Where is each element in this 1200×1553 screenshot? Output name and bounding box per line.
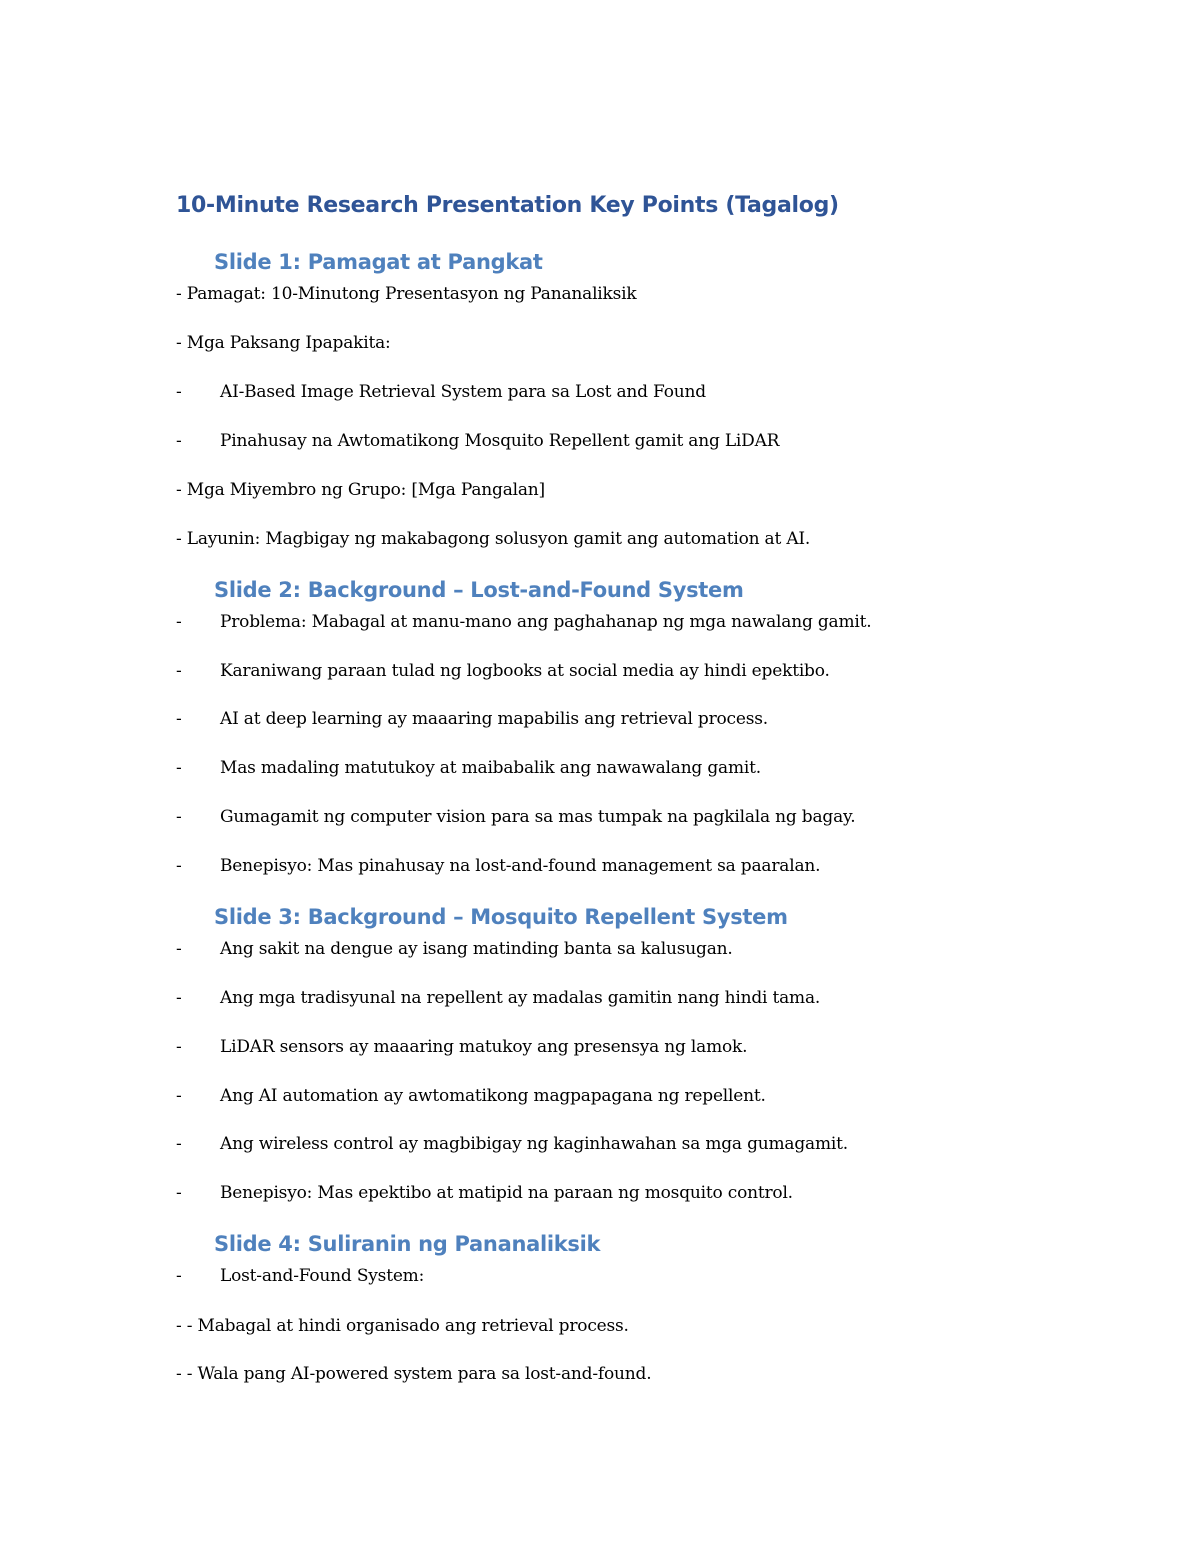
bullet-dash: - xyxy=(176,1183,182,1203)
slide1-goal-line: - Layunin: Magbigay ng makabagong solusyon gamit ang automation at AI. xyxy=(176,529,811,549)
bullet-dash: - xyxy=(176,758,182,778)
bullet-dash: - xyxy=(176,709,182,729)
bullet-dash: - xyxy=(176,382,182,402)
bullet-text: Ang mga tradisyunal na repellent ay madalas gamitin nang hindi tama. xyxy=(220,988,821,1008)
bullet-text: Lost-and-Found System: xyxy=(220,1266,425,1286)
document-title: 10-Minute Research Presentation Key Points (Tagalog) xyxy=(176,193,839,218)
bullet-text: AI-Based Image Retrieval System para sa Lost and Found xyxy=(220,382,706,402)
bullet-text: Gumagamit ng computer vision para sa mas tumpak na pagkilala ng bagay. xyxy=(220,807,856,827)
slide1-members-line: - Mga Miyembro ng Grupo: [Mga Pangalan] xyxy=(176,480,545,500)
bullet-dash: - xyxy=(176,1134,182,1154)
bullet-dash: - xyxy=(176,1037,182,1057)
slide4-line-1: - - Mabagal at hindi organisado ang retrieval process. xyxy=(176,1316,629,1336)
bullet-text: Pinahusay na Awtomatikong Mosquito Repellent gamit ang LiDAR xyxy=(220,431,780,451)
bullet-text: Benepisyo: Mas pinahusay na lost-and-found management sa paaralan. xyxy=(220,856,821,876)
bullet-dash: - xyxy=(176,612,182,632)
bullet-text: Ang AI automation ay awtomatikong magpapagana ng repellent. xyxy=(220,1086,766,1106)
bullet-dash: - xyxy=(176,661,182,681)
bullet-dash: - xyxy=(176,856,182,876)
bullet-dash: - xyxy=(176,807,182,827)
bullet-dash: - xyxy=(176,1266,182,1286)
slide1-topics-line: - Mga Paksang Ipapakita: xyxy=(176,333,391,353)
bullet-dash: - xyxy=(176,1086,182,1106)
bullet-dash: - xyxy=(176,988,182,1008)
bullet-text: Problema: Mabagal at manu-mano ang paghahanap ng mga nawalang gamit. xyxy=(220,612,872,632)
bullet-text: Ang wireless control ay magbibigay ng kaginhawahan sa mga gumagamit. xyxy=(220,1134,848,1154)
bullet-dash: - xyxy=(176,431,182,451)
slide3-heading: Slide 3: Background – Mosquito Repellent System xyxy=(214,905,788,929)
bullet-text: Benepisyo: Mas epektibo at matipid na paraan ng mosquito control. xyxy=(220,1183,793,1203)
slide4-line-2: - - Wala pang AI-powered system para sa lost-and-found. xyxy=(176,1364,652,1384)
slide4-heading: Slide 4: Suliranin ng Pananaliksik xyxy=(214,1232,601,1256)
bullet-text: LiDAR sensors ay maaaring matukoy ang presensya ng lamok. xyxy=(220,1037,748,1057)
bullet-text: Karaniwang paraan tulad ng logbooks at social media ay hindi epektibo. xyxy=(220,661,830,681)
bullet-text: AI at deep learning ay maaaring mapabilis ang retrieval process. xyxy=(220,709,768,729)
slide2-heading: Slide 2: Background – Lost-and-Found System xyxy=(214,578,744,602)
bullet-text: Mas madaling matutukoy at maibabalik ang nawawalang gamit. xyxy=(220,758,761,778)
slide1-heading: Slide 1: Pamagat at Pangkat xyxy=(214,250,543,274)
slide1-title-line: - Pamagat: 10-Minutong Presentasyon ng Pananaliksik xyxy=(176,284,637,304)
bullet-dash: - xyxy=(176,939,182,959)
bullet-text: Ang sakit na dengue ay isang matinding banta sa kalusugan. xyxy=(220,939,733,959)
